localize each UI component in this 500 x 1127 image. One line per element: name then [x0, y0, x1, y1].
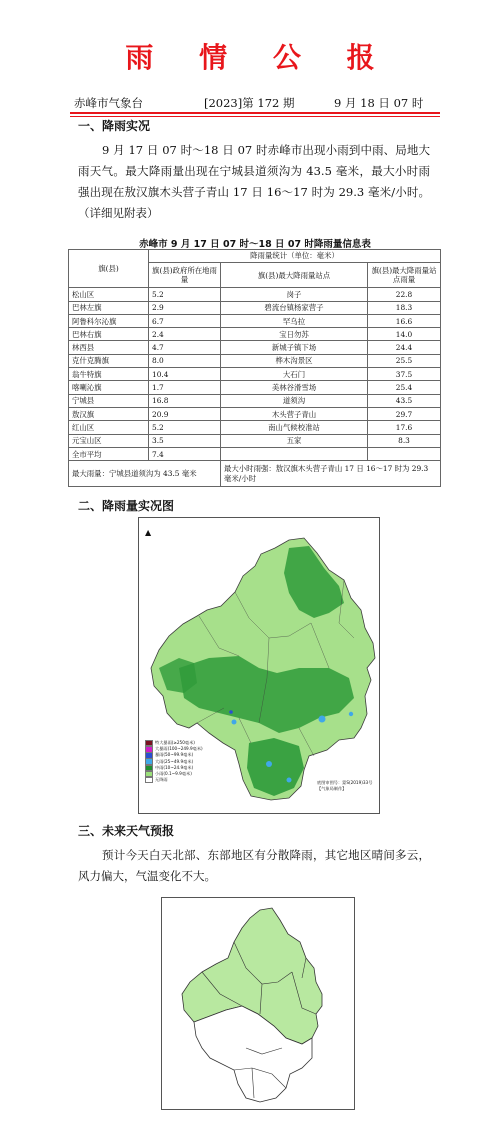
cell-station: 罕乌拉	[221, 314, 368, 327]
cell-county: 林西县	[69, 341, 149, 354]
header-max: 旗(县)最大降雨量站点雨量	[368, 263, 441, 288]
legend-swatch	[145, 777, 153, 784]
legend-item: 无降雨	[145, 777, 203, 783]
section-1-heading: 一、降雨实况	[78, 119, 151, 133]
note-max-hourly: 最大小时雨强：敖汉旗木头营子青山 17 日 16～17 时为 29.3 毫米/小时	[221, 461, 441, 487]
legend-item: 大雨(25~49.9毫米)	[145, 759, 203, 765]
header-avg: 旗(县)政府所在地雨量	[149, 263, 221, 288]
cell-avg: 6.7	[149, 314, 221, 327]
map-spot-heavy-rain	[287, 778, 292, 783]
forecast-paragraph: 预计今天白天北部、东部地区有分散降雨，其它地区晴间多云，风力偏大，气温变化不大。	[78, 848, 430, 883]
cell-county: 巴林右旗	[69, 328, 149, 341]
cell-max: 37.5	[368, 368, 441, 381]
table-row	[69, 301, 441, 314]
rainfall-summary-paragraph: 9 月 17 日 07 时～18 日 07 时赤峰市出现小雨到中雨、局地大雨天气。最大降雨量出现在宁城县道须沟为 43.5 毫米，最大小时雨强出现在敖汉旗木头营子青山 17 日 16～17 时为 29.3 毫米/小时。（详细见附表）	[78, 143, 430, 220]
map-spot-heavy-rain	[266, 761, 272, 767]
issuing-org: 赤峰市气象台	[74, 96, 143, 110]
section-3-heading: 三、未来天气预报	[78, 824, 175, 838]
table-note-row	[69, 461, 441, 487]
table-row	[69, 421, 441, 434]
cell-station	[221, 447, 368, 460]
cell-station: 新城子镇下场	[221, 341, 368, 354]
cell-county: 全市平均	[69, 447, 149, 460]
cell-station: 宝日勿苏	[221, 328, 368, 341]
table-caption: 赤峰市 9 月 17 日 07 时～18 日 07 时降雨量信息表	[139, 239, 371, 250]
cell-county: 元宝山区	[69, 434, 149, 447]
cell-avg: 10.4	[149, 368, 221, 381]
rainfall-table	[68, 249, 441, 487]
cell-station: 木头营子青山	[221, 407, 368, 420]
cell-max: 24.4	[368, 341, 441, 354]
cell-county: 宁城县	[69, 394, 149, 407]
cell-avg: 5.2	[149, 288, 221, 301]
cell-station: 桦木沟景区	[221, 354, 368, 367]
cell-max	[368, 447, 441, 460]
header-station: 旗(县)最大降雨量站点	[221, 263, 368, 288]
header-divider-top	[70, 112, 440, 114]
map-spot-storm	[229, 710, 233, 714]
cell-county: 翁牛特旗	[69, 368, 149, 381]
cell-max: 8.3	[368, 434, 441, 447]
cell-max: 16.6	[368, 314, 441, 327]
issue-number: [2023]第 172 期	[204, 96, 295, 110]
header-meta	[70, 95, 440, 111]
table-row	[69, 354, 441, 367]
cell-max: 29.7	[368, 407, 441, 420]
map-legend	[145, 740, 203, 783]
cell-county: 喀喇沁旗	[69, 381, 149, 394]
cell-station: 大石门	[221, 368, 368, 381]
forecast-map	[161, 897, 355, 1110]
cell-max: 22.8	[368, 288, 441, 301]
table-row	[69, 341, 441, 354]
cell-county: 巴林左旗	[69, 301, 149, 314]
legend-item: 中雨(10~24.9毫米)	[145, 765, 203, 771]
header-group: 降雨量统计（单位：毫米）	[149, 250, 441, 263]
cell-max: 43.5	[368, 394, 441, 407]
cell-station: 岗子	[221, 288, 368, 301]
table-row	[69, 314, 441, 327]
cell-station: 南山气候校准站	[221, 421, 368, 434]
forecast-map-graphic	[162, 898, 354, 1109]
bulletin-title: 雨 情 公 报	[125, 41, 393, 74]
table-row	[69, 368, 441, 381]
table-row	[69, 288, 441, 301]
cell-county: 红山区	[69, 421, 149, 434]
map-source-note: 底图审图号：蒙S(2019)33号 【气象局制作】	[317, 780, 373, 791]
rainfall-map	[138, 517, 380, 814]
cell-county: 敖汉旗	[69, 407, 149, 420]
map-spot-heavy-rain	[349, 712, 353, 716]
cell-avg: 3.5	[149, 434, 221, 447]
cell-station: 碧流台镇杨家营子	[221, 301, 368, 314]
cell-avg: 1.7	[149, 381, 221, 394]
cell-max: 25.5	[368, 354, 441, 367]
cell-avg: 8.0	[149, 354, 221, 367]
map-spot-heavy-rain	[232, 720, 237, 725]
cell-avg: 5.2	[149, 421, 221, 434]
cell-avg: 7.4	[149, 447, 221, 460]
cell-avg: 16.8	[149, 394, 221, 407]
map-spot-heavy-rain	[319, 716, 326, 723]
cell-avg: 4.7	[149, 341, 221, 354]
note-max-rainfall: 最大雨量：宁城县道须沟为 43.5 毫米	[69, 461, 221, 487]
legend-item: 大暴雨(100~249.9毫米)	[145, 746, 203, 752]
cell-max: 18.3	[368, 301, 441, 314]
table-row	[69, 394, 441, 407]
cell-station: 美林谷滑雪场	[221, 381, 368, 394]
cell-station: 道须沟	[221, 394, 368, 407]
table-row	[69, 381, 441, 394]
north-arrow-icon: ▲	[145, 528, 152, 537]
legend-item: 暴雨(50~99.9毫米)	[145, 752, 203, 758]
legend-item: 小雨(0.1~9.9毫米)	[145, 771, 203, 777]
table-row	[69, 447, 441, 460]
cell-county: 松山区	[69, 288, 149, 301]
table-row	[69, 434, 441, 447]
cell-avg: 2.4	[149, 328, 221, 341]
table-row	[69, 407, 441, 420]
table-row	[69, 328, 441, 341]
section-2-heading: 二、降雨量实况图	[78, 499, 175, 513]
cell-avg: 20.9	[149, 407, 221, 420]
cell-station: 五家	[221, 434, 368, 447]
legend-item: 特大暴雨(≥250毫米)	[145, 740, 203, 746]
cell-county: 克什克腾旗	[69, 354, 149, 367]
issue-date: 9 月 18 日 07 时	[334, 96, 424, 110]
header-county: 旗(县)	[69, 250, 149, 288]
cell-max: 17.6	[368, 421, 441, 434]
cell-county: 阿鲁科尔沁旗	[69, 314, 149, 327]
cell-avg: 2.9	[149, 301, 221, 314]
cell-max: 14.0	[368, 328, 441, 341]
cell-max: 25.4	[368, 381, 441, 394]
